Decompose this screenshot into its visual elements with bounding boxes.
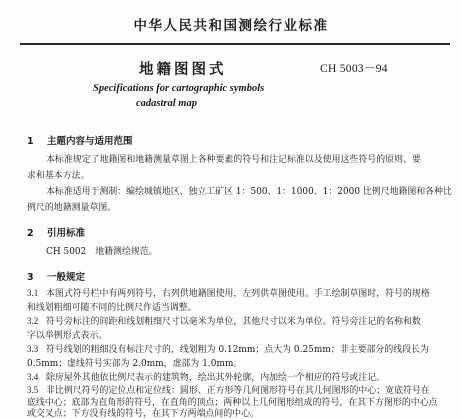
english-title-line-1: Specifications for cartographic symbols bbox=[93, 83, 265, 94]
section-heading-2 bbox=[27, 225, 85, 239]
paragraph-line: 本标准规定了地籍图和地籍测量草图上各种要素的符号和注记标准以及使用这些符号的原则、要 bbox=[46, 155, 421, 165]
reference-standard: CH 5002 地籍测绘规范。 bbox=[46, 247, 158, 257]
clause-text-continued: 字以举例形式表示。 bbox=[27, 331, 108, 341]
english-title-line-2: cadastral map bbox=[136, 98, 197, 109]
section-title: 主题内容与适用范围 bbox=[47, 136, 133, 147]
section-heading-3 bbox=[27, 269, 85, 283]
clause-number: 3.1 bbox=[27, 288, 39, 298]
clause-text-continued: 或交叉点；下方没有线的符号，在其下方两端点间的中心。 bbox=[27, 409, 260, 419]
clause-number: 3.2 bbox=[27, 316, 39, 326]
clause-text: 除房屋外其他依比例尺表示的建筑物，绘出其外轮廓，内加绘一个相应的符号或注记。 bbox=[46, 373, 386, 383]
paragraph-line: 本标准适用于测制：编绘城镇地区、独立工矿区 1：500、1：1000、1：2000 比例尺地籍图和各种比 bbox=[46, 187, 452, 197]
clause-text: 符号旁标注的间距和线划粗细尺寸以毫米为单位，其他尺寸以米为单位。符号旁注记的名称和数 bbox=[46, 317, 421, 327]
clause-3-4 bbox=[27, 370, 385, 383]
section-title: 一般规定 bbox=[47, 272, 86, 283]
clause-text-continued: 底线中心；底部为直角形的符号，在直角的顶点；两种以上几何图形组成的符号，在其下方图形的中心点 bbox=[27, 398, 438, 408]
section-number: 1 bbox=[27, 136, 34, 147]
section-number: 3 bbox=[27, 272, 34, 283]
header-rule bbox=[20, 43, 450, 45]
standard-title: 中华人民共和国测绘行业标准 bbox=[133, 18, 329, 34]
clause-number: 3.5 bbox=[27, 385, 39, 395]
clause-text: 非比例尺符号的定位点和定位线：圆形、正方形等几何图形符号在其几何图形的中心；宽底符号在 bbox=[46, 386, 430, 396]
paragraph-line: 例尺的地籍测量草图。 bbox=[27, 203, 117, 213]
clause-3-1 bbox=[27, 286, 430, 299]
section-heading-1 bbox=[27, 133, 133, 147]
paragraph-line: 求和基本方法。 bbox=[27, 171, 90, 181]
section-number: 2 bbox=[27, 228, 34, 239]
clause-number: 3.4 bbox=[27, 372, 39, 382]
standard-code: CH 5003－94 bbox=[320, 63, 388, 75]
section-title: 引用标准 bbox=[47, 228, 86, 239]
clause-number: 3.3 bbox=[27, 344, 39, 354]
document-title: 地籍图图式 bbox=[139, 62, 227, 78]
clause-text: 本图式符号栏中有两列符号，右列供地籍图使用，左列供草图使用。手工绘制草图时，符号的规格 bbox=[46, 289, 430, 299]
clause-3-2 bbox=[27, 314, 421, 327]
clause-3-3 bbox=[27, 342, 429, 355]
clause-text-continued: 0.5mm；虚线符号实部为 2.0mm，虚部为 1.0mm。 bbox=[27, 359, 243, 369]
clause-text-continued: 和线划粗细可随不同的比例尺作适当调整。 bbox=[27, 303, 197, 313]
clause-text: 符号线划的粗细没有标注尺寸的，线划粗为 0.12mm；点大为 0.25mm；非主要部分的线段长为 bbox=[46, 345, 429, 355]
